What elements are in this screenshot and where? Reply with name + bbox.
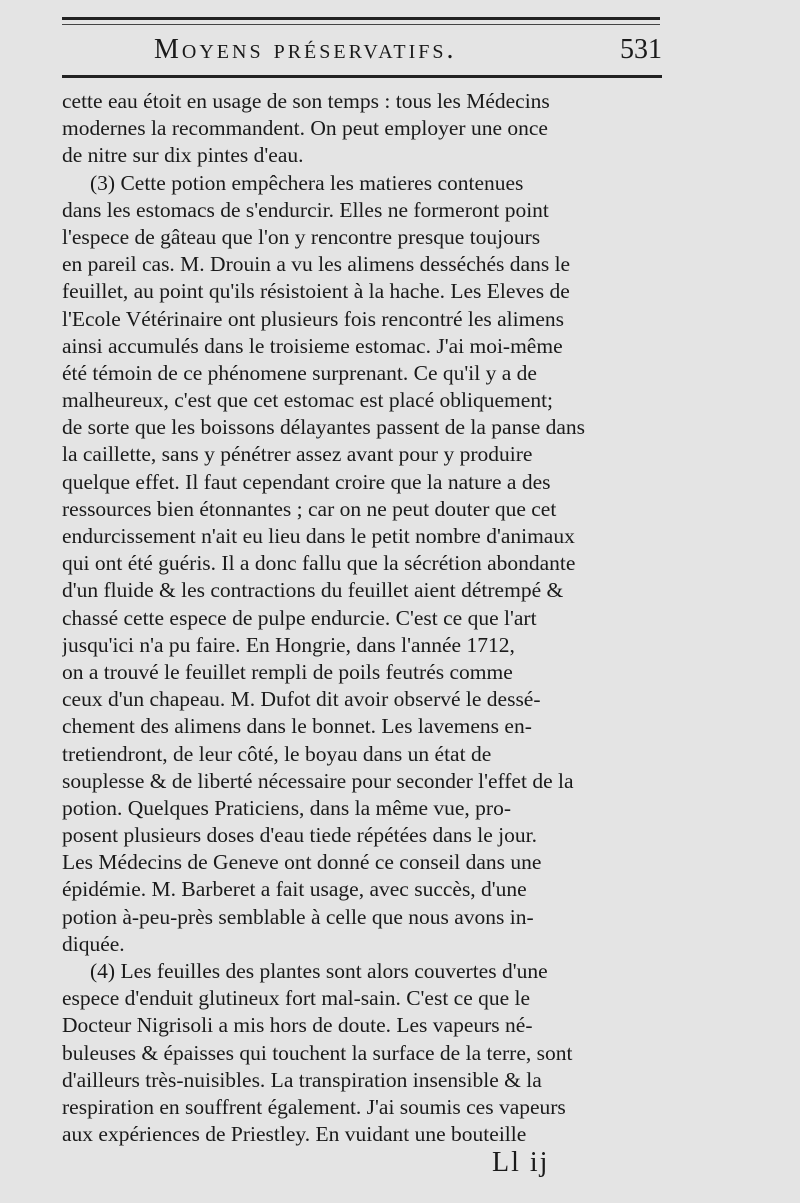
text-line: modernes la recommandent. On peut employer une once	[62, 116, 548, 141]
text-line: ressources bien étonnantes ; car on ne peut douter que cet	[62, 496, 557, 521]
text-line: l'Ecole Vétérinaire ont plusieurs fois rencontré les alimens	[62, 306, 564, 331]
text-line: malheureux, c'est que cet estomac est placé obliquement;	[62, 388, 554, 413]
text-line: jusqu'ici n'a pu faire. En Hongrie, dans l'année 1712,	[62, 632, 515, 657]
text-line: dans les estomacs de s'endurcir. Elles ne formeront point	[62, 197, 549, 222]
page-number: 531	[620, 34, 662, 65]
text-line: posent plusieurs doses d'eau tiede répétées dans le jour.	[62, 823, 537, 848]
text-line: potion à-peu-près semblable à celle que nous avons in-	[62, 904, 534, 929]
text-line: de nitre sur dix pintes d'eau.	[62, 143, 304, 168]
text-line: respiration en souffrent également. J'ai soumis ces vapeurs	[62, 1094, 566, 1119]
text-line: Docteur Nigrisoli a mis hors de doute. Les vapeurs né-	[62, 1013, 533, 1038]
text-line: Les Médecins de Geneve ont donné ce conseil dans une	[62, 850, 542, 875]
text-line: on a trouvé le feuillet rempli de poils feutrés comme	[62, 659, 513, 684]
text-line: espece d'enduit glutineux fort mal-sain. C'est ce que le	[62, 986, 531, 1011]
text-line: quelque effet. Il faut cependant croire que la nature a des	[62, 469, 551, 494]
text-line: endurcissement n'ait eu lieu dans le petit nombre d'animaux	[62, 524, 575, 548]
text-line: de sorte que les boissons délayantes passent de la panse dans	[62, 415, 586, 440]
text-line: cette eau étoit en usage de son temps : tous les Médecins	[62, 89, 550, 113]
text-line: chassé cette espece de pulpe endurcie. C'est ce que l'art	[62, 605, 537, 630]
page-header	[62, 30, 662, 74]
top-rule	[62, 17, 660, 20]
header-rule	[62, 75, 662, 78]
text-line: aux expériences de Priestley. En vuidant une bouteille	[62, 1122, 527, 1147]
text-line: la caillette, sans y pénétrer assez avant pour y produire	[62, 442, 533, 467]
text-line: chement des alimens dans le bonnet. Les lavemens en-	[62, 714, 532, 739]
text-line: épidémie. M. Barberet a fait usage, avec succès, d'une	[62, 877, 527, 902]
top-rule-thin	[62, 24, 660, 25]
text-line: ainsi accumulés dans le troisieme estomac. J'ai moi-même	[62, 333, 563, 358]
text-line: souplesse & de liberté nécessaire pour seconder l'effet de la	[62, 768, 574, 793]
text-line: (3) Cette potion empêchera les matieres contenues	[90, 170, 524, 195]
signature-mark: Ll ij	[492, 1147, 550, 1178]
text-line: l'espece de gâteau que l'on y rencontre presque toujours	[62, 224, 541, 249]
text-line: d'ailleurs très-nuisibles. La transpiration insensible & la	[62, 1067, 542, 1092]
text-line: d'un fluide & les contractions du feuillet aient détrempé &	[62, 578, 564, 603]
text-line: (4) Les feuilles des plantes sont alors couvertes d'une	[90, 959, 548, 983]
text-line: potion. Quelques Praticiens, dans la même vue, pro-	[62, 795, 512, 820]
text-line: feuillet, au point qu'ils résistoient à la hache. Les Eleves de	[62, 279, 570, 304]
body-text	[62, 88, 664, 1148]
text-line: en pareil cas. M. Drouin a vu les alimens desséchés dans le	[62, 252, 571, 277]
text-line: buleuses & épaisses qui touchent la surface de la terre, sont	[62, 1040, 573, 1065]
text-line: été témoin de ce phénomene surprenant. Ce qu'il y a de	[62, 360, 537, 385]
text-line: diquée.	[62, 931, 125, 956]
running-head: Moyens préservatifs.	[154, 34, 457, 65]
text-line: qui ont été guéris. Il a donc fallu que la sécrétion abondante	[62, 551, 576, 576]
text-line: ceux d'un chapeau. M. Dufot dit avoir observé le dessé-	[62, 687, 541, 712]
text-line: tretiendront, de leur côté, le boyau dans un état de	[62, 741, 492, 766]
